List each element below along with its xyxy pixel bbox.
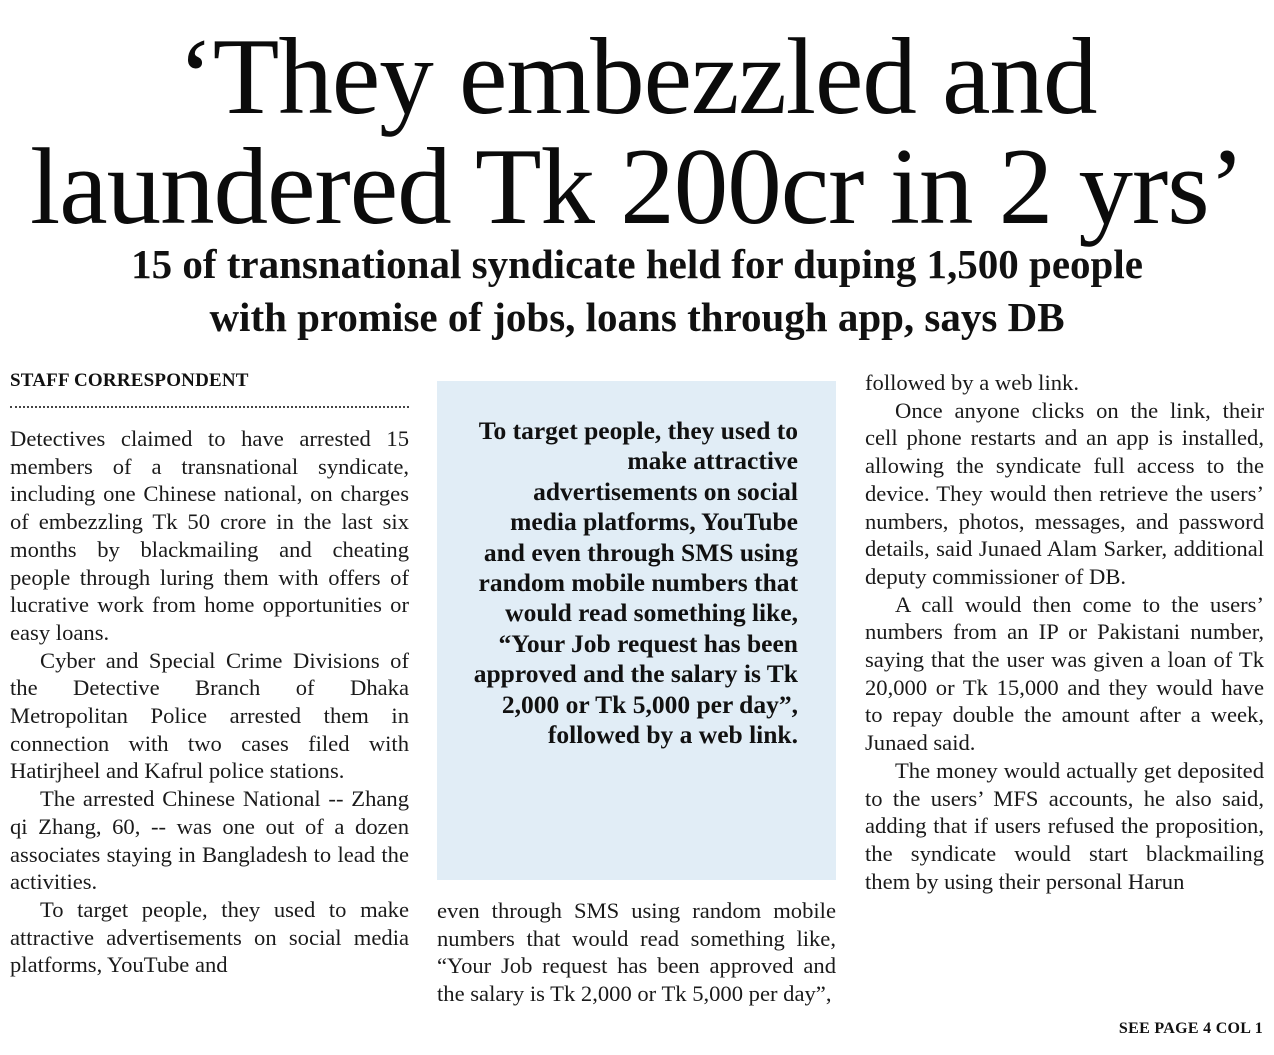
subheadline-line-1: 15 of transnational syndicate held for duping 1,500 people [131, 241, 1143, 287]
headline-line-1: ‘They embezzled and [177, 16, 1097, 137]
article-column-middle [437, 897, 836, 1008]
continued-jump-line: SEE PAGE 4 COL 1 [1118, 1020, 1263, 1037]
paragraph: Detectives claimed to have arrested 15 members of a transnational syndicate, including one Chinese national, on charges of embezzling Tk 50 crore in the last six months by blackmailing and cheating people through luring them with offers of lucrative work from home opportunities or easy loans. [10, 426, 409, 645]
pull-quote: To target people, they used to make attractive advertisements on social media platforms, YouTube and even through SMS using random mobile numbers that would read something like, “Your Job request has been approved and the salary is Tk 2,000 or Tk 5,000 per day”, followed by a web link. [473, 416, 798, 750]
article-column-right [865, 369, 1264, 895]
paragraph: even through SMS using random mobile numbers that would read something like, “Your Job request has been approved and the salary is Tk 2,000 or Tk 5,000 per day”, [437, 898, 836, 1007]
subheadline [0, 238, 1274, 344]
paragraph: The arrested Chinese National -- Zhang qi Zhang, 60, -- was one out of a dozen associates staying in Bangladesh to lead the activities. [10, 786, 409, 895]
paragraph: The money would actually get deposited to the users’ MFS accounts, he also said, adding that if users refused the proposition, the syndicate would start blackmailing them by using their personal Harun [865, 757, 1264, 894]
paragraph: A call would then come to the users’ numbers from an IP or Pakistani number, saying that the user was given a loan of Tk 20,000 or Tk 15,000 and they would have to repay double the amount after a week, Junaed said. [865, 591, 1264, 756]
headline [0, 16, 1274, 247]
byline: STAFF CORRESPONDENT [10, 370, 249, 391]
paragraph: To target people, they used to make attractive advertisements on social media platforms, YouTube and [10, 896, 409, 978]
subheadline-line-2: with promise of jobs, loans through app, says DB [209, 294, 1065, 340]
headline-line-2: laundered Tk 200cr in 2 yrs’ [29, 126, 1245, 247]
paragraph: Once anyone clicks on the link, their cell phone restarts and an app is installed, allowing the syndicate full access to the device. They would then retrieve the users’ numbers, photos, messages, and password details, said Junaed Alam Sarker, additional deputy commissioner of DB. [865, 397, 1264, 589]
paragraph: followed by a web link. [865, 370, 1079, 395]
byline-dotted-rule [10, 406, 409, 408]
article-column-left [10, 425, 409, 979]
paragraph: Cyber and Special Crime Divisions of the Detective Branch of Dhaka Metropolitan Police arrested them in connection with two cases filed with Hatirjheel and Kafrul police stations. [10, 647, 409, 784]
